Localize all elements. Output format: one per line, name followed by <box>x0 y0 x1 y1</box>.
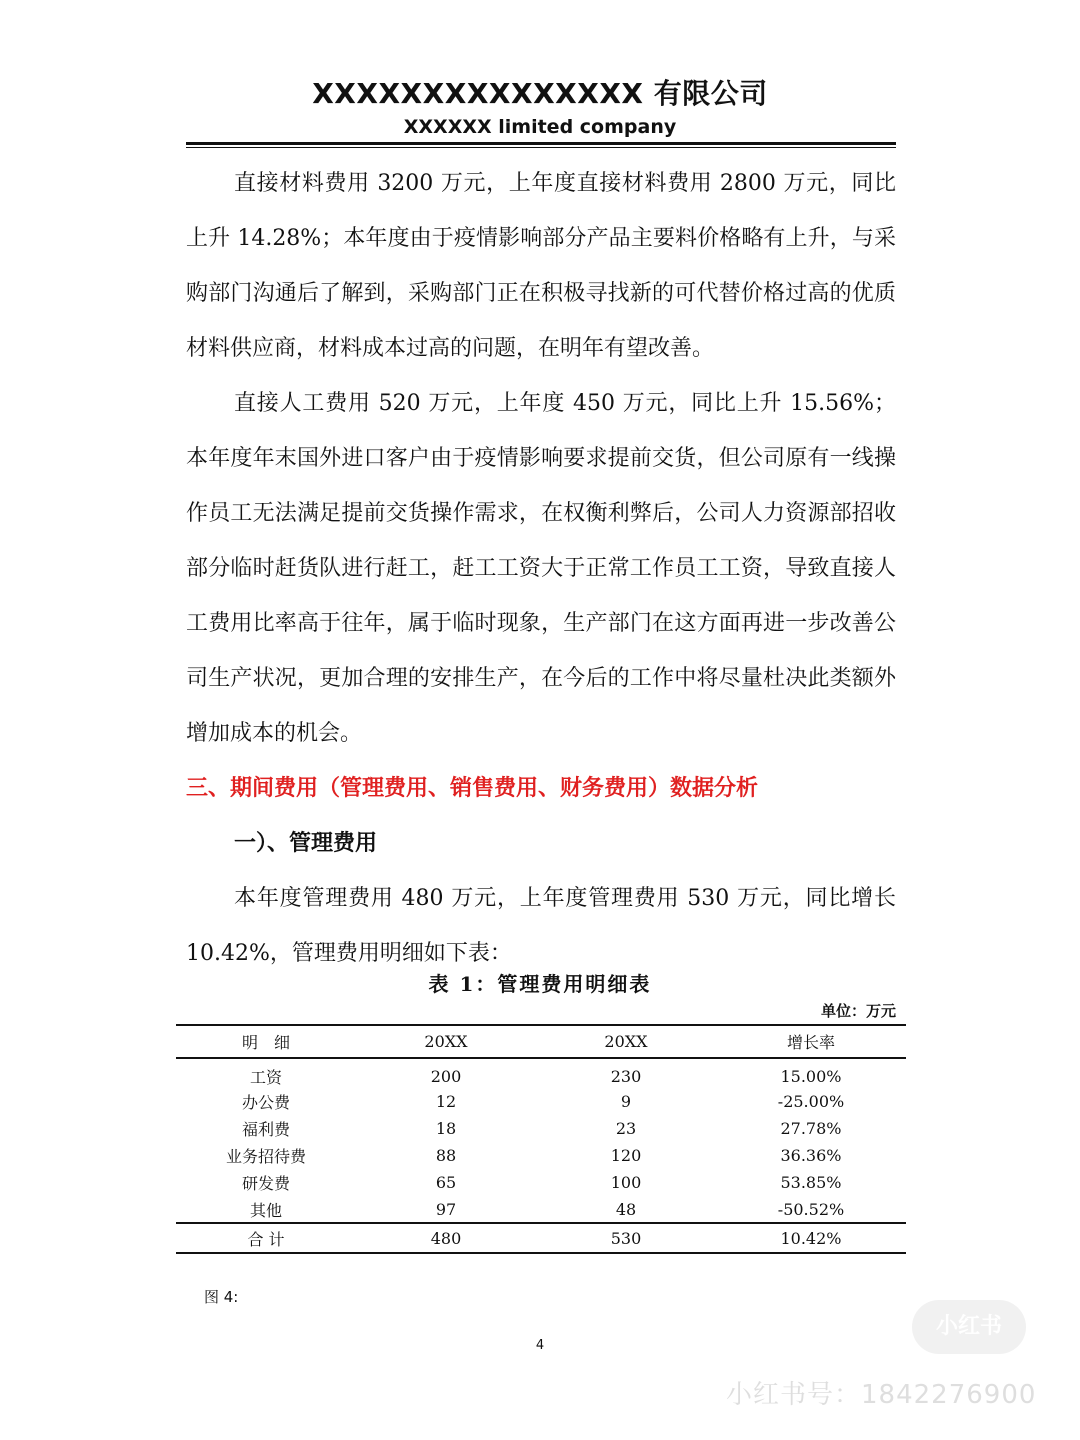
table-unit-note: 单位：万元 <box>820 1002 896 1020</box>
cell-rate: -25.00% <box>777 1092 845 1111</box>
cell-rate: 15.00% <box>780 1067 842 1086</box>
table-row <box>176 1142 906 1169</box>
watermark-id: 小红书号：1842276900 <box>726 1380 1037 1410</box>
cell-item: 研发费 <box>241 1174 290 1193</box>
header-rule-thin <box>186 147 896 148</box>
paragraph-direct-materials: 直接材料费用 3200 万元，上年度直接材料费用 2800 万元，同比上升 14.28%；本年度由于疫情影响部分产品主要料价格略有上升，与采购部门沟通后了解到，采购部门正在积极寻找新的可代替价格过高的优质材料供应商，材料成本过高的问题，在明年有望改善。 <box>186 171 896 361</box>
cell-value: 9 <box>620 1092 632 1111</box>
cell-item: 福利费 <box>241 1120 290 1139</box>
table-caption: 表 1：管理费用明细表 <box>428 972 652 996</box>
paragraph-admin-expenses: 本年度管理费用 480 万元，上年度管理费用 530 万元，同比增长 10.42%，管理费用明细如下表： <box>186 886 896 966</box>
table-row <box>176 1169 906 1196</box>
paragraph-direct-labor: 直接人工费用 520 万元，上年度 450 万元，同比上升 15.56%；本年度年末国外进口客户由于疫情影响要求提前交货，但公司原有一线操作员工无法满足提前交货操作需求，在权衡利弊后，公司人力资源部招收部分临时赶货队进行赶工，赶工工资大于正常工作员工工资，导致直接人工费用比率高于往年，属于临时现象，生产部门在这方面再进一步改善公司生产状况，更加合理的安排生产，在今后的工作中将尽量杜决此类额外增加成本的机会。 <box>186 391 896 746</box>
header-cell-year-2: 20XX <box>604 1032 648 1051</box>
cell-value: 100 <box>610 1173 642 1192</box>
cell-total-label: 合 计 <box>247 1229 285 1249</box>
company-name-cn: XXXXXXXXXXXXXXX 有限公司 <box>312 77 768 110</box>
cell-rate: -50.52% <box>777 1199 845 1219</box>
cell-value: 18 <box>435 1119 457 1138</box>
table-header-row <box>176 1025 906 1058</box>
cell-item: 业务招待费 <box>225 1147 306 1166</box>
cell-rate: 36.36% <box>780 1146 842 1165</box>
figure-label: 图 4: <box>204 1288 239 1306</box>
cell-item: 工资 <box>249 1068 282 1087</box>
header-rule-thick <box>186 142 896 145</box>
cell-total-year-1: 480 <box>430 1228 462 1248</box>
admin-expense-table <box>176 1024 906 1254</box>
table-total-row <box>176 1223 906 1253</box>
cell-rate: 27.78% <box>780 1119 842 1138</box>
cell-item: 办公费 <box>241 1093 290 1112</box>
cell-value: 230 <box>610 1067 642 1086</box>
table-row <box>176 1196 906 1223</box>
cell-total-year-2: 530 <box>610 1228 642 1248</box>
section-heading-period-expenses: 三、期间费用（管理费用、销售费用、财务费用）数据分析 <box>186 775 759 801</box>
cell-value: 88 <box>435 1146 457 1165</box>
cell-item: 其他 <box>249 1200 282 1220</box>
sub-heading-admin-expenses: 一）、管理费用 <box>234 830 378 856</box>
watermark-logo: 小红书 <box>912 1300 1026 1354</box>
page-number: 4 <box>535 1338 545 1353</box>
table-row <box>176 1088 906 1115</box>
cell-value: 65 <box>435 1173 457 1192</box>
cell-value: 23 <box>615 1119 637 1138</box>
cell-value: 97 <box>435 1199 457 1219</box>
table-row <box>176 1058 906 1088</box>
cell-value: 200 <box>430 1067 462 1086</box>
header-cell-year-1: 20XX <box>424 1032 468 1051</box>
cell-value: 48 <box>615 1199 637 1219</box>
cell-value: 120 <box>610 1146 642 1165</box>
header-cell-growth-rate: 增长率 <box>786 1033 835 1052</box>
cell-value: 12 <box>435 1092 457 1111</box>
cell-total-rate: 10.42% <box>780 1228 842 1248</box>
company-name-en: XXXXXX limited company <box>403 116 677 138</box>
cell-rate: 53.85% <box>780 1173 842 1192</box>
table-row <box>176 1115 906 1142</box>
document-body <box>186 156 896 981</box>
header-cell-detail: 明 细 <box>241 1033 290 1052</box>
